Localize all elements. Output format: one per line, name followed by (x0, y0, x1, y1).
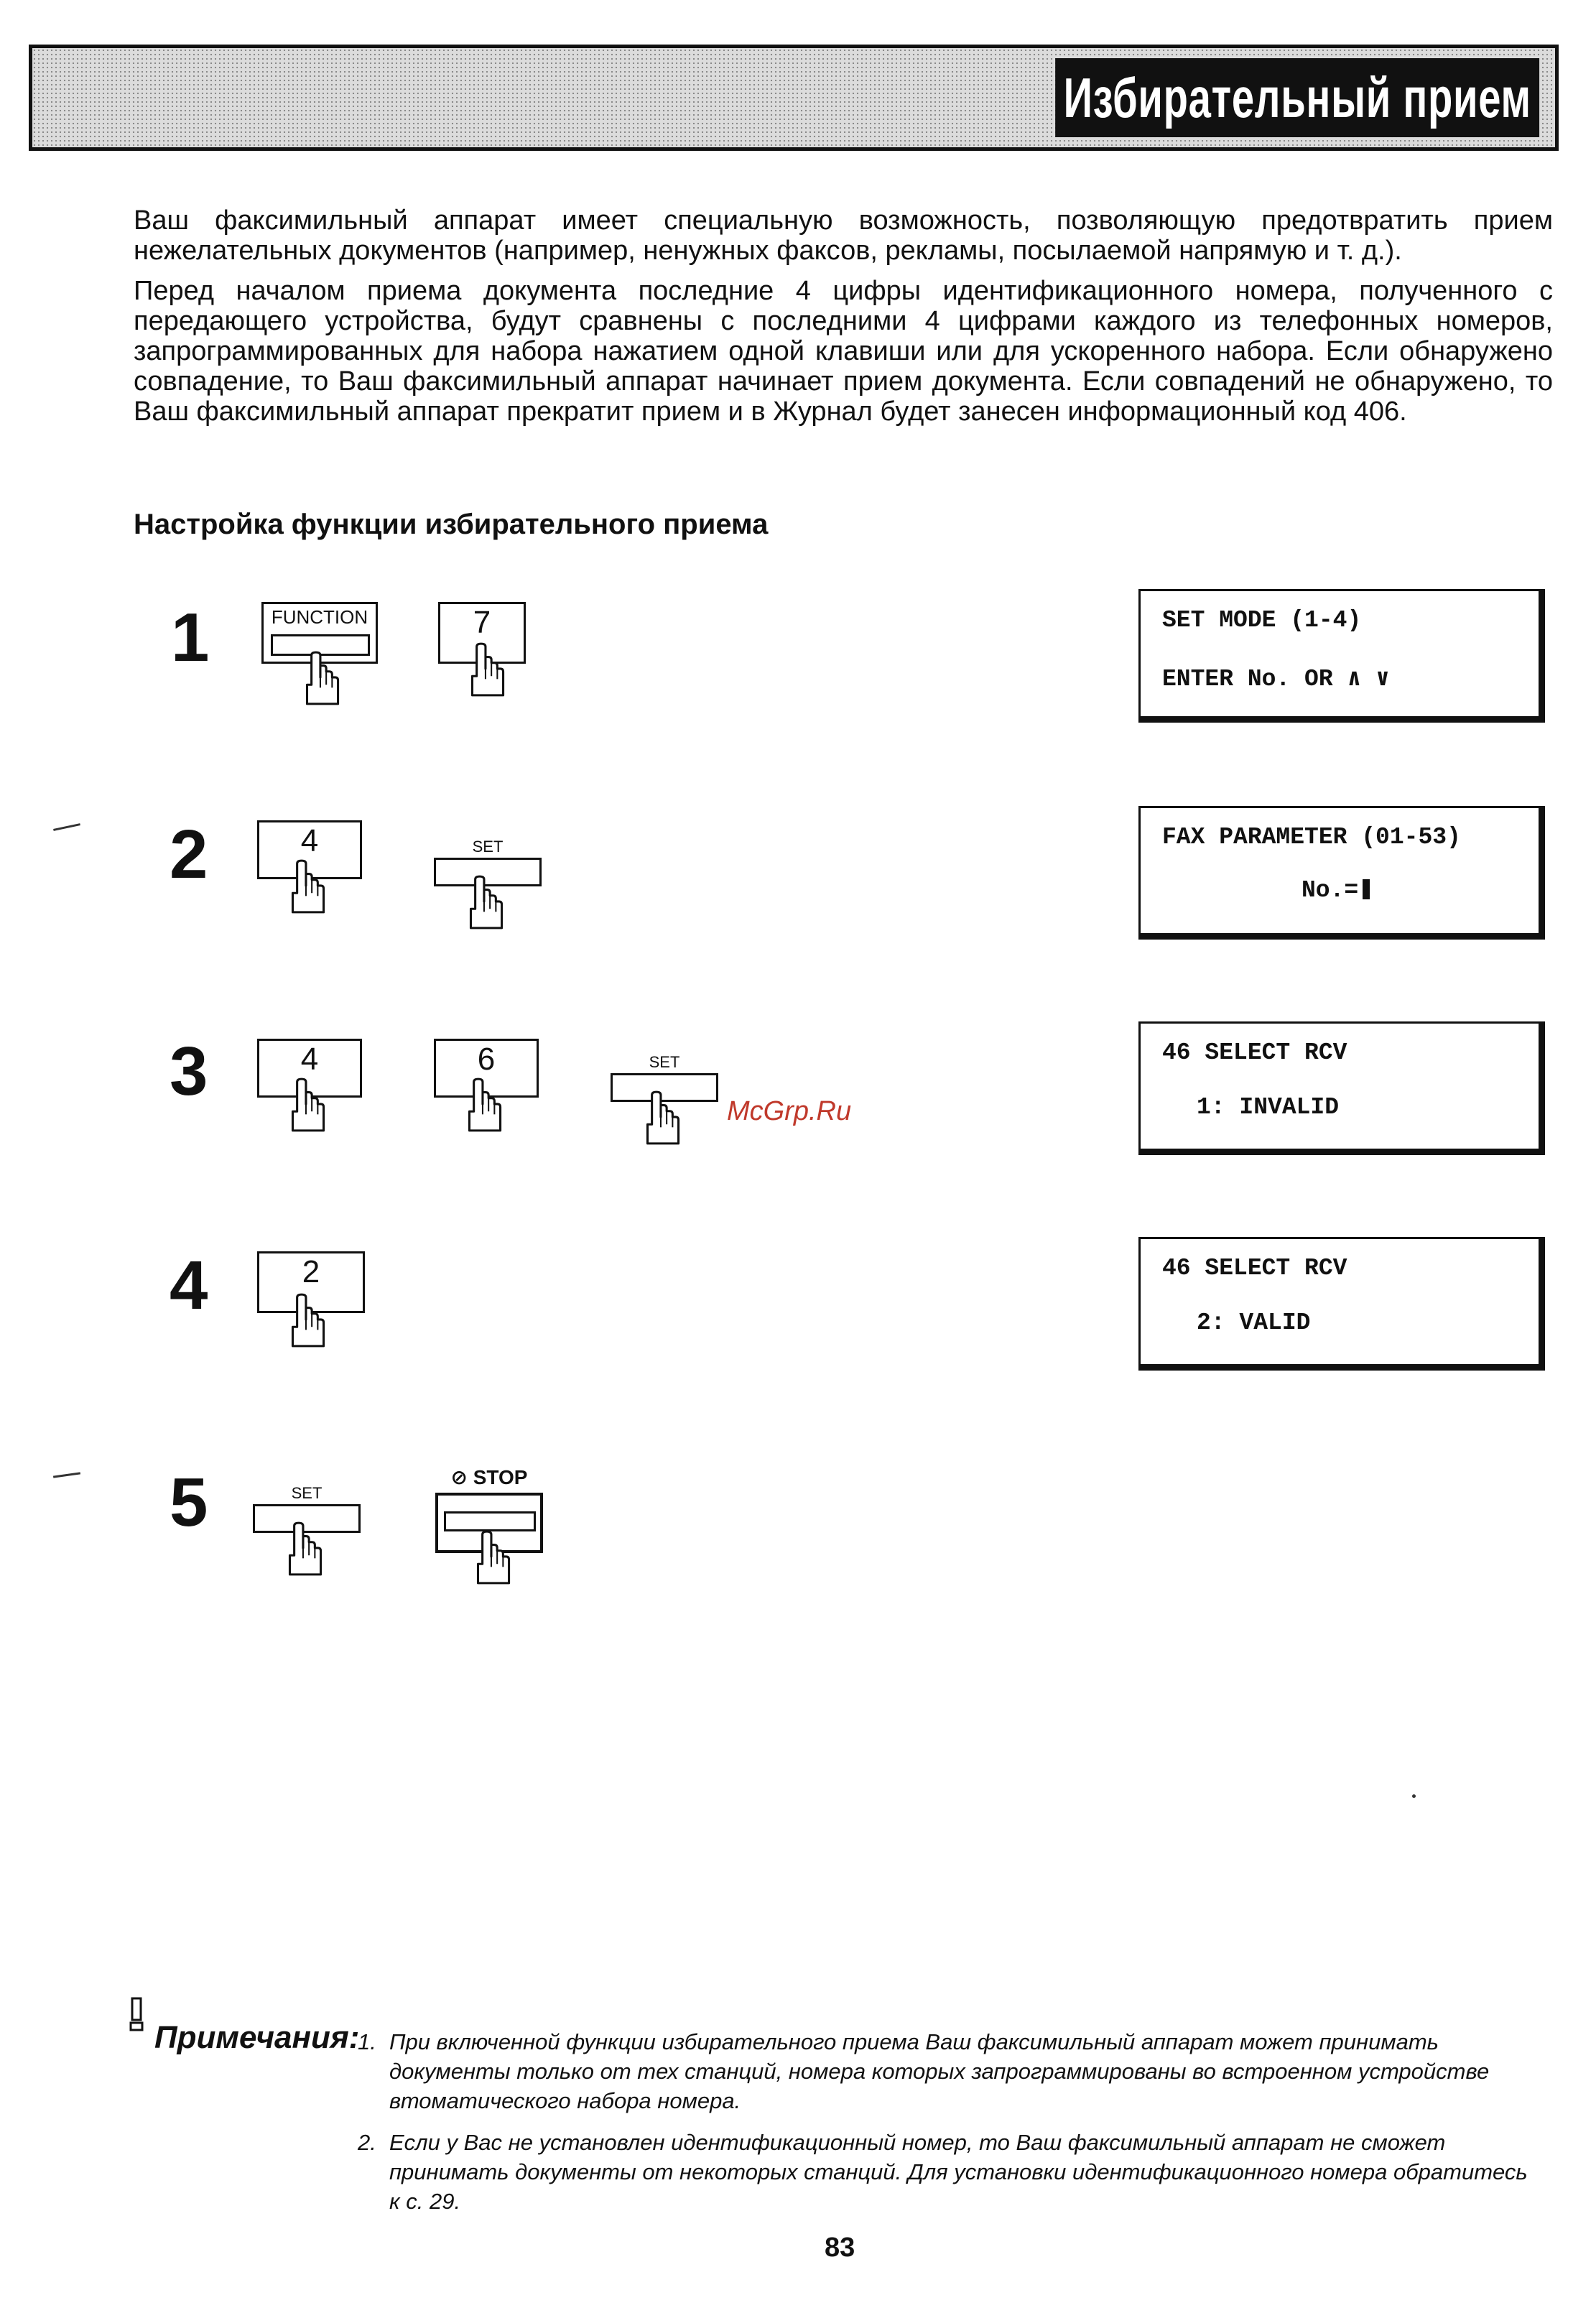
pressing-finger-icon (300, 649, 343, 707)
step-number-1: 1 (171, 599, 210, 676)
note-2 (358, 2128, 1543, 2221)
set-key-label: SET (472, 838, 504, 856)
function-key-label: FUNCTION (271, 606, 368, 628)
key-6-face[interactable]: 6 (434, 1039, 539, 1098)
pressing-finger-icon (283, 1520, 326, 1577)
header-banner (29, 45, 1559, 151)
step-number-4: 4 (170, 1247, 208, 1324)
lcd-line-1: 46 SELECT RCV (1162, 1255, 1347, 1281)
lcd-line-2: 2: VALID (1197, 1310, 1311, 1336)
key-2-face[interactable]: 2 (257, 1251, 365, 1313)
key-4-face[interactable]: 4 (257, 820, 362, 879)
pressing-finger-icon (465, 641, 509, 698)
lcd-line-2-text: No.= (1302, 877, 1359, 904)
margin-mark (53, 1472, 80, 1478)
pressing-finger-icon (641, 1089, 684, 1146)
lcd-display-step-2 (1138, 806, 1545, 940)
intro-paragraph-2: Перед началом приема документа последние 4 цифры идентификационного номера, полученного с передающего устройства, будут сравнены с последними 4 цифрами каждого из телефонных номеров, запрограммированных для набора нажатием одной клавиши или для ускоренного набора. Если обнаружено совпадение, то Ваш факсимильный аппарат начинает прием документа. Если совпадений не обнаружено, то Ваш факсимильный аппарат прекратит прием и в Журнал будет занесен информационный код 406. (134, 276, 1553, 427)
pressing-finger-icon (286, 1292, 329, 1349)
watermark: McGrp.Ru (727, 1096, 852, 1126)
section-title: Настройка функции избирательного приема (134, 509, 769, 540)
lcd-line-2 (1302, 877, 1370, 904)
lcd-line-1: FAX PARAMETER (01-53) (1162, 824, 1461, 850)
lcd-line-2: 1: INVALID (1197, 1094, 1340, 1121)
step-number-3: 3 (170, 1033, 208, 1110)
pressing-finger-icon (464, 873, 507, 931)
set-key-label: SET (291, 1484, 323, 1502)
key-4-face[interactable]: 4 (257, 1039, 362, 1098)
cursor-block (1363, 879, 1370, 899)
stop-key-text: STOP (473, 1466, 528, 1488)
note-2-number: 2. (358, 2130, 376, 2155)
lcd-line-1: 46 SELECT RCV (1162, 1039, 1347, 1066)
pressing-finger-icon (286, 1076, 329, 1134)
lcd-display-step-3 (1138, 1021, 1545, 1155)
note-2-text: Если у Вас не установлен идентификационный номер, то Ваш факсимильный аппарат не сможет принимать документы от некоторых станций. Для установки идентификационного номера обратитесь к с. 29. (389, 2130, 1528, 2214)
pressing-finger-icon (463, 1076, 506, 1134)
note-1 (358, 2027, 1543, 2120)
note-pencil-icon (128, 1997, 149, 2033)
lcd-line-1: SET MODE (1-4) (1162, 607, 1362, 634)
intro-paragraph-1: Ваш факсимильный аппарат имеет специальную возможность, позволяющую предотвратить прием нежелательных документов (например, ненужных факсов, рекламы, посылаемой напрямую и т. д.). (134, 205, 1553, 266)
stop-icon: ⊘ (450, 1466, 468, 1488)
step-number-2: 2 (170, 816, 208, 893)
pressing-finger-icon (286, 858, 329, 915)
stop-key-label (435, 1465, 543, 1489)
stray-dot (1412, 1794, 1416, 1798)
lcd-display-step-4 (1138, 1237, 1545, 1371)
pressing-finger-icon (471, 1529, 514, 1586)
notes-heading: Примечания: (154, 2020, 360, 2055)
page-number: 83 (825, 2233, 855, 2263)
set-key-label: SET (649, 1053, 680, 1071)
key-7-face[interactable]: 7 (438, 602, 526, 664)
page-title: Избирательный прием (1055, 58, 1539, 137)
margin-mark (53, 823, 80, 831)
note-1-text: При включенной функции избирательного приема Ваш факсимильный аппарат может принимать документы только от тех станций, номера которых запрограммированы во встроенном устройстве втоматического набора номера. (389, 2029, 1490, 2113)
lcd-display-step-1 (1138, 589, 1545, 723)
note-1-number: 1. (358, 2029, 376, 2054)
step-number-5: 5 (170, 1464, 208, 1541)
lcd-line-2: ENTER No. OR ∧ ∨ (1162, 666, 1390, 692)
